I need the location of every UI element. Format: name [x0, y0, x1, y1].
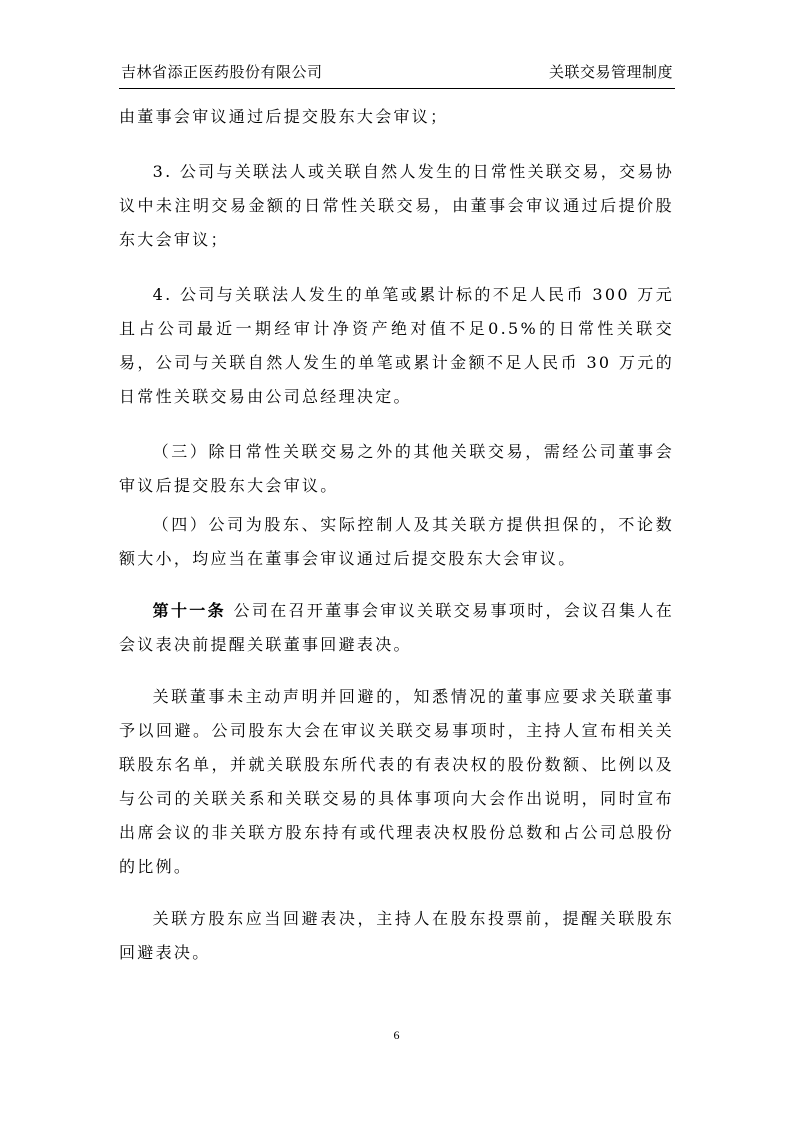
paragraph-article-11 — [119, 594, 674, 662]
paragraph-clause-4: （四）公司为股东、实际控制人及其关联方提供担保的，不论数额大小，均应当在董事会审议通过后提交股东大会审议。 — [119, 515, 674, 568]
article-number: 第十一条 — [152, 601, 227, 620]
page-number: 6 — [393, 1028, 400, 1042]
paragraph-related-directors: 关联董事未主动声明并回避的，知悉情况的董事应要求关联董事予以回避。公司股东大会在审议关联交易事项时，主持人宣布相关关联股东名单，并就关联股东所代表的有表决权的股份数额、比例以及与公司的关联关系和关联交易的具体事项向大会作出说明，同时宣布出席会议的非关联方股东持有或代理表决权股份总数和占公司总股份的比例。 — [119, 687, 674, 876]
header-company-name: 吉林省添正医药股份有限公司 — [121, 63, 323, 81]
document-body — [119, 100, 674, 970]
page-header — [119, 54, 675, 89]
paragraph-item-4: 4. 公司与关联法人发生的单笔或累计标的不足人民币 300 万元且占公司最近一期经审计净资产绝对值不足0.5%的日常性关联交易，公司与关联自然人发生的单笔或累计金额不足人民币 30 万元的日常性关联交易由公司总经理决定。 — [119, 285, 674, 406]
paragraph-item-3: 3. 公司与关联法人或关联自然人发生的日常性关联交易，交易协议中未注明交易金额的日常性关联交易，由董事会审议通过后提价股东大会审议； — [119, 162, 674, 249]
paragraph-related-shareholders: 关联方股东应当回避表决，主持人在股东投票前，提醒关联股东回避表决。 — [119, 909, 674, 962]
paragraph-clause-3: （三）除日常性关联交易之外的其他关联交易，需经公司董事会审议后提交股东大会审议。 — [119, 442, 674, 495]
header-document-title: 关联交易管理制度 — [548, 63, 673, 81]
article-text: 公司在召开董事会审议关联交易事项时，会议召集人在会议表决前提醒关联董事回避表决。 — [119, 601, 674, 654]
paragraph-continuation: 由董事会审议通过后提交股东大会审议； — [119, 107, 449, 126]
